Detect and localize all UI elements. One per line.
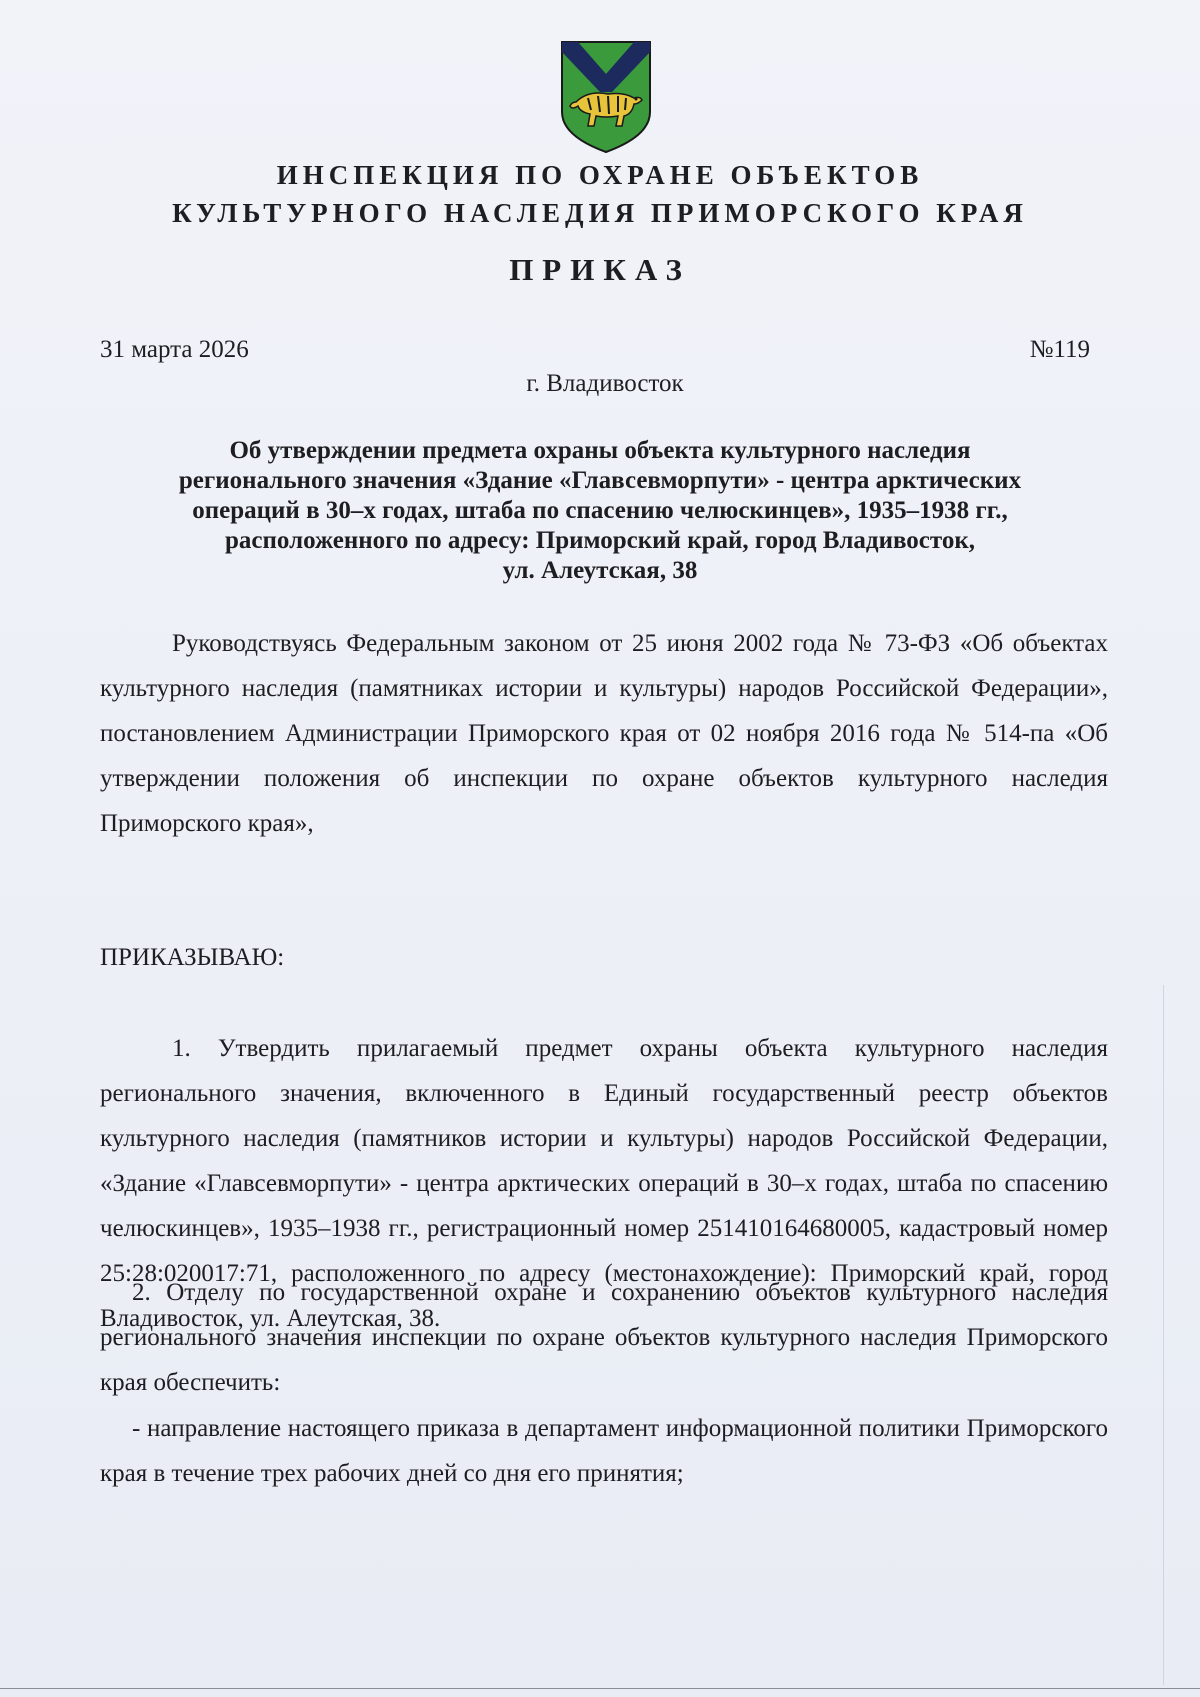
subject-line: Об утверждении предмета охраны объекта культурного наследия <box>229 437 971 464</box>
page-bottom-edge <box>0 1688 1200 1689</box>
scan-edge-line <box>1163 985 1164 1685</box>
subject-line: операций в 30–х годах, штаба по спасению челюскинцев», 1935–1938 гг., <box>192 497 1008 524</box>
document-city: г. Владивосток <box>526 370 684 397</box>
order-item-2: 2. Отделу по государственной охране и сохранению объектов культурного наследия регионального значения инспекции по охране объектов культурного наследия Приморского края обеспечить: <box>100 1279 1108 1396</box>
subject-line: ул. Алеутская, 38 <box>502 557 698 584</box>
legal-basis-paragraph: Руководствуясь Федеральным законом от 25 июня 2002 года № 73-ФЗ «Об объектах культурного наследия (памятниках истории и культуры) народов Российской Федерации», постановлением Администрации Приморского края от 02 ноября 2016 года № 514-па «Об утверждении положения об инспекции по охране объектов культурного наследия Приморского края», <box>100 630 1108 837</box>
document-number: №119 <box>1029 336 1090 363</box>
document-date: 31 марта 2026 <box>100 336 249 363</box>
organization-name-line1: ИНСПЕКЦИЯ ПО ОХРАНЕ ОБЪЕКТОВ <box>276 160 924 190</box>
order-item-1: 1. Утвердить прилагаемый предмет охраны объекта культурного наследия регионального значения, включенного в Единый государственный реестр объектов культурного наследия (памятников истории и культуры) народов Российской Федерации, «Здание «Главсевморпути» - центра арктических операций в 30–х годах, штаба по спасению челюскинцев», 1935–1938 гг., регистрационный номер 251410164680005, кадастровый номер 25:28:020017:71, расположенного по адресу (местонахождение): Приморский край, город Владивосток, ул. Алеутская, 38. <box>100 1035 1108 1332</box>
document-subject <box>120 436 1080 586</box>
order-word: ПРИКАЗЫВАЮ: <box>100 944 285 971</box>
document-type-title: ПРИКАЗ <box>509 252 691 287</box>
organization-name-line2: КУЛЬТУРНОГО НАСЛЕДИЯ ПРИМОРСКОГО КРАЯ <box>172 198 1028 228</box>
order-item-2-subitem: - направление настоящего приказа в департамент информационной политики Приморского края в течение трех рабочих дней со дня его принятия; <box>100 1415 1108 1487</box>
subject-line: регионального значения «Здание «Главсевморпути» - центра арктических <box>178 467 1022 494</box>
coat-of-arms-icon <box>558 40 654 156</box>
subject-line: расположенного по адресу: Приморский край, город Владивосток, <box>225 527 975 554</box>
